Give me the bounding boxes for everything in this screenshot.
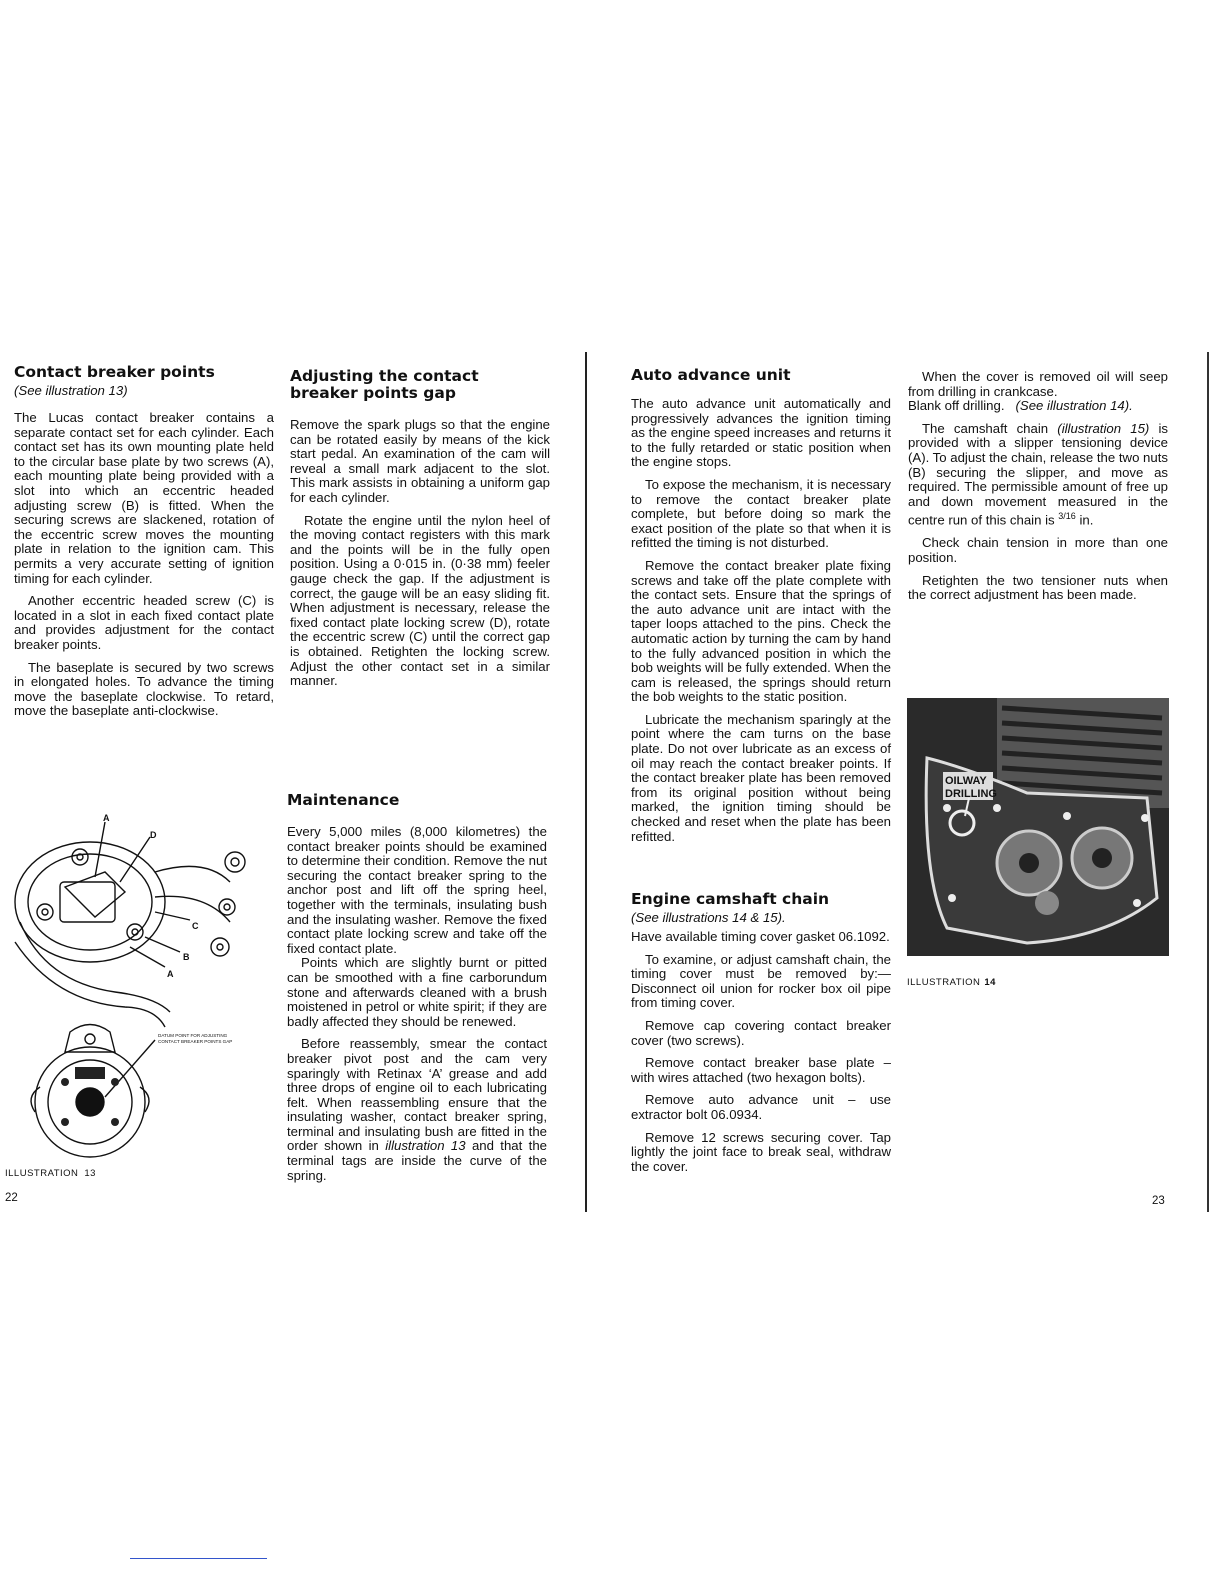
- paragraph: Check chain tension in more than one position.: [908, 535, 1168, 565]
- paragraph: Retighten the two tensioner nuts when the correct adjustment has been made.: [908, 572, 1168, 603]
- heading-maintenance: Maintenance: [287, 791, 400, 809]
- paragraph: Remove the contact breaker plate fixing screws and take off the plate complete with the contact sets. Ensure that the springs of the auto advance unit are intact with the taper loops attached to the pins. Check the automatic action by turning the cam by hand to the fully advanced position in which the bob weights will be fully extended. When the cam is released, the springs should return the bob weights to the static position.: [631, 557, 891, 705]
- label-a-top: A: [103, 813, 110, 823]
- paragraph: Points which are slightly burnt or pitted can be smoothed with a fine carborundum stone and afterwards cleaned with a brush moistened in petrol or white spirit; if they are badly affected they should be renewed.: [287, 955, 547, 1029]
- paragraph-blank-off: Blank off drilling. (See illustration 14).: [908, 398, 1133, 414]
- column-contact-breaker: [14, 364, 274, 727]
- paragraph: Every 5,000 miles (8,000 kilometres) the contact breaker points should be examined to determine their condition. Remove the nut securing the contact breaker spring to the anchor post and lift off the spring heel, together with the terminals, insulating bush and the insulating washer. Remove the fixed contact plate locking screw and take off the fixed contact plate.: [287, 824, 547, 956]
- paragraph-slipper: The camshaft chain (illustration 15) is provided with a slipper tensioning device (A). To adjust the chain, release the two nuts (B) securing the slipper, and move as required. The permissible amount of free up and down movement measured in the centre run of this chain is $^{3/16}$ in.: [908, 420, 1168, 528]
- photo-label-oilway: OILWAY: [945, 775, 987, 787]
- paragraph: Lubricate the mechanism sparingly at the point where the cam turns on the base plate. Do not over lubricate as an excess of oil may reach the contact breaker points. If the contact breaker plate has been removed from its original position without being marked, the ignition timing should be checked and reset when the plate has been refitted.: [631, 711, 891, 844]
- fraction-three-sixteenths: 3/16: [1058, 511, 1076, 522]
- paragraph: Remove contact breaker base plate – with wires attached (two hexagon bolts).: [631, 1055, 891, 1085]
- column-auto-advance: [631, 367, 891, 852]
- paragraph: To examine, or adjust camshaft chain, the timing cover must be removed by:— Disconnect oil union for rocker box oil pipe from timing cover.: [631, 951, 891, 1011]
- heading-engine-camshaft-chain: Engine camshaft chain: [631, 890, 830, 908]
- label-b: B: [183, 952, 190, 962]
- column-maintenance: [287, 792, 547, 1191]
- paragraph: Have available timing cover gasket 06.1092.: [631, 929, 890, 944]
- paragraph: Remove cap covering contact breaker cover (two screws).: [631, 1017, 891, 1048]
- paragraph-oil-drilling: When the cover is removed oil will seep from drilling in crankcase.: [908, 369, 1168, 399]
- heading-auto-advance-unit: Auto advance unit: [631, 366, 791, 384]
- label-d: D: [150, 830, 157, 840]
- engine-timing-photo: [907, 698, 1169, 956]
- paragraph: The Lucas contact breaker contains a separate contact set for each cylinder. Each contact set has its own mounting plate held to the circular base plate by two screws (A), each mounting plate being provided with a slot into which an eccentric headed adjusting screw (B) is fitted. When the securing screws are slackened, rotation of the eccentric screw moves the mounting plate in relation to the ignition cam. This permits a very accurate setting of ignition timing for each cylinder.: [14, 410, 274, 586]
- column-camshaft-chain: [631, 891, 891, 1182]
- paragraph: Remove auto advance unit – use extractor bolt 06.0934.: [631, 1092, 891, 1122]
- caption-illustration-14: ILLUSTRATION 14: [907, 977, 996, 988]
- paragraph: Another eccentric headed screw (C) is located in a slot in each fixed contact plate and provides adjustment for the contact breaker points.: [14, 593, 274, 652]
- column-adjusting: [290, 368, 550, 697]
- paragraph: Rotate the engine until the nylon heel of the moving contact registers with this mark and the points will be in the fully open position. Using a 0·015 in. (0·38 mm) feeler gauge check the gap. If the adjustment is correct, the gauge will be an easy sliding fit. When adjustment is necessary, release the fixed contact plate locking screw (D), rotate the eccentric screw (C) until the correct gap is obtained. Retighten the locking screw. Adjust the other contact set in a similar manner.: [290, 512, 550, 689]
- datum-label-line2: CONTACT BREAKER POINTS GAP: [158, 1039, 233, 1044]
- paragraph: Remove 12 screws securing cover. Tap lightly the joint face to break seal, withdraw the cover.: [631, 1129, 891, 1174]
- paragraph: The baseplate is secured by two screws in elongated holes. To advance the timing move the baseplate clockwise. To retard, move the baseplate anti-clockwise.: [14, 659, 274, 719]
- paragraph: To expose the mechanism, it is necessary to remove the contact breaker plate complete, but before doing so mark the exact position of the plate so that when it is refitted the timing is not disturbed.: [631, 476, 891, 551]
- page-number-right: 23: [1152, 1195, 1165, 1207]
- subtitle-see-illustrations-14-15: (See illustrations 14 & 15).: [631, 910, 786, 925]
- page-gutter: [585, 352, 587, 1212]
- subtitle-see-illustration-13: (See illustration 13): [14, 383, 128, 398]
- label-a-bottom: A: [167, 969, 174, 979]
- label-c: C: [192, 921, 199, 931]
- paragraph-reassembly: Before reassembly, smear the contact breaker pivot post and the cam very sparingly with Retinax ‘A’ grease and add three drops of engine oil to each lubricating felt. When reassembling ensure that the insulating washer, contact breaker spring, terminal and insulating bush are fitted in the order shown in illustration 13 and that the terminal tags are inside the curve of the spring.: [287, 1036, 547, 1183]
- contact-breaker-diagram: [5, 812, 275, 1162]
- caption-illustration-13: ILLUSTRATION 13: [5, 1168, 96, 1179]
- datum-label-line1: DATUM POINT FOR ADJUSTING: [158, 1033, 228, 1038]
- heading-contact-breaker-points: Contact breaker points: [14, 363, 215, 381]
- page-edge: [1207, 352, 1209, 1212]
- footer-rule: [130, 1558, 267, 1559]
- paragraph: Remove the spark plugs so that the engine can be rotated easily by means of the kick start pedal. An examination of the cam will reveal a small mark adjacent to the slot. This mark assists in obtaining a uniform gap for each cylinder.: [290, 417, 550, 505]
- photo-label-drilling: DRILLING: [945, 788, 997, 800]
- heading-adjusting-points-gap: Adjusting the contact breaker points gap: [290, 367, 479, 402]
- paragraph: The auto advance unit automatically and progressively advances the ignition timing as the engine speed increases and returns it to the fully retarded or static position when the engine stops.: [631, 396, 891, 470]
- page-number-left: 22: [5, 1192, 18, 1204]
- column-chain-adjust: [908, 370, 1168, 611]
